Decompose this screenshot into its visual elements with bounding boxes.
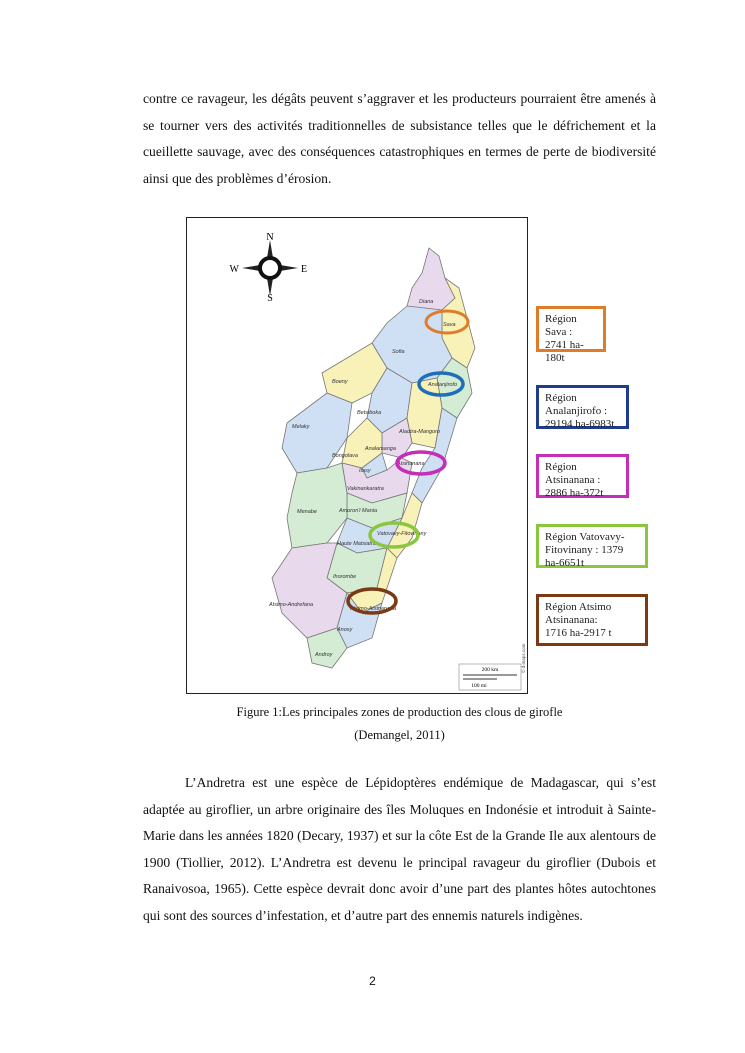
label-diana: Diana (419, 299, 434, 305)
label-menabe: Menabe (297, 509, 317, 515)
label-bongolava: Bongolava (332, 453, 358, 459)
label-anosy: Anosy (337, 627, 353, 633)
label-analanjirofo: Analanjirofo (428, 382, 458, 388)
compass-n: N (266, 232, 274, 243)
label-boeny: Boeny (332, 379, 348, 385)
label-atsimoatsinanana: Atsimo-Atsinanana (350, 606, 397, 612)
figure-caption: Figure 1:Les principales zones de production des clous de girofle (236, 705, 563, 719)
compass-s: S (267, 293, 273, 304)
label-sofia: Sofia (392, 349, 405, 355)
label-vatovavy: Vatovavy-Fitovinany (377, 531, 427, 537)
label-itasy: Itasy (359, 468, 371, 474)
paragraph-1: contre ce ravageur, les dégâts peuvent s’aggraver et les producteurs pourraient être amenés à se tourner vers des activités traditionnelles de subsistance telles que le défrichement et la cueillette sauvage, avec des conséquences catastrophiques en termes de perte de biodiversité ainsi que des problèmes d’érosion. (143, 91, 656, 186)
scale-bar (459, 664, 521, 690)
label-ihorombe: Ihorombe (333, 574, 357, 580)
scale-mi: 100 mi (471, 683, 487, 689)
region-menabe (287, 463, 347, 548)
legend-atsinanana: Région Atsinanana : 2886 ha-372t (536, 454, 629, 498)
label-sava: Sava (443, 322, 456, 328)
label-betsiboka: Betsiboka (357, 410, 382, 416)
paragraph-2: L’Andretra est une espèce de Lépidoptères endémique de Madagascar, qui s’est adaptée au giroflier, un arbre originaire des îles Moluques en Indonésie et introduit à Sainte-Marie dans les années 1820 (Decary, 1937) et sur la côte Est de la Grande Ile aux alentours de 1900 (Tiollier, 2012). L’Andretra est devenu le principal ravageur du giroflier (Dubois et Ranaivosoa, 1965). Cette espèce devrait donc avoir d’une part des plantes hôtes autochtones qui sont des sources d’infestation, et d’autre part des ennemis naturels indigènes. (143, 775, 656, 923)
compass-rose (230, 232, 308, 304)
label-hautematsiatra: Haute Matsiatra (337, 541, 376, 547)
label-melaky: Melaky (292, 424, 310, 430)
legend-analanjirofo: Région Analanjirofo : 29194 ha-6983t (536, 385, 629, 429)
figure-source: (Demangel, 2011) (354, 728, 445, 742)
figure-map (186, 217, 528, 694)
label-alaotra: Alaotra-Mangoro (399, 429, 440, 435)
legend-sava: Région Sava : 2741 ha-180t (536, 306, 606, 352)
compass-e: E (301, 264, 308, 275)
legend-vatovavy: Région Vatovavy- Fitovinany : 1379 ha-6651t (536, 524, 648, 568)
label-analamanga: Analamanga (365, 446, 396, 452)
map-credit: © d-maps.com (521, 643, 526, 673)
label-atsimoandrefana: Atsimo-Andrefana (269, 602, 314, 608)
page-number: 2 (369, 974, 376, 988)
compass-w: W (229, 264, 239, 275)
label-androy: Androy (315, 652, 333, 658)
label-amoronimania: Amoron'i Mania (339, 508, 378, 514)
region-melaky (282, 393, 352, 473)
legend-atsimoatsinanana: Région Atsimo Atsinanana: 1716 ha-2917 t (536, 594, 648, 646)
scale-km: 200 km (481, 667, 499, 673)
label-vakinankaratra: Vakinankaratra (347, 486, 384, 492)
madagascar-map (187, 218, 527, 693)
label-atsinanana: Atsinanana (397, 461, 425, 467)
